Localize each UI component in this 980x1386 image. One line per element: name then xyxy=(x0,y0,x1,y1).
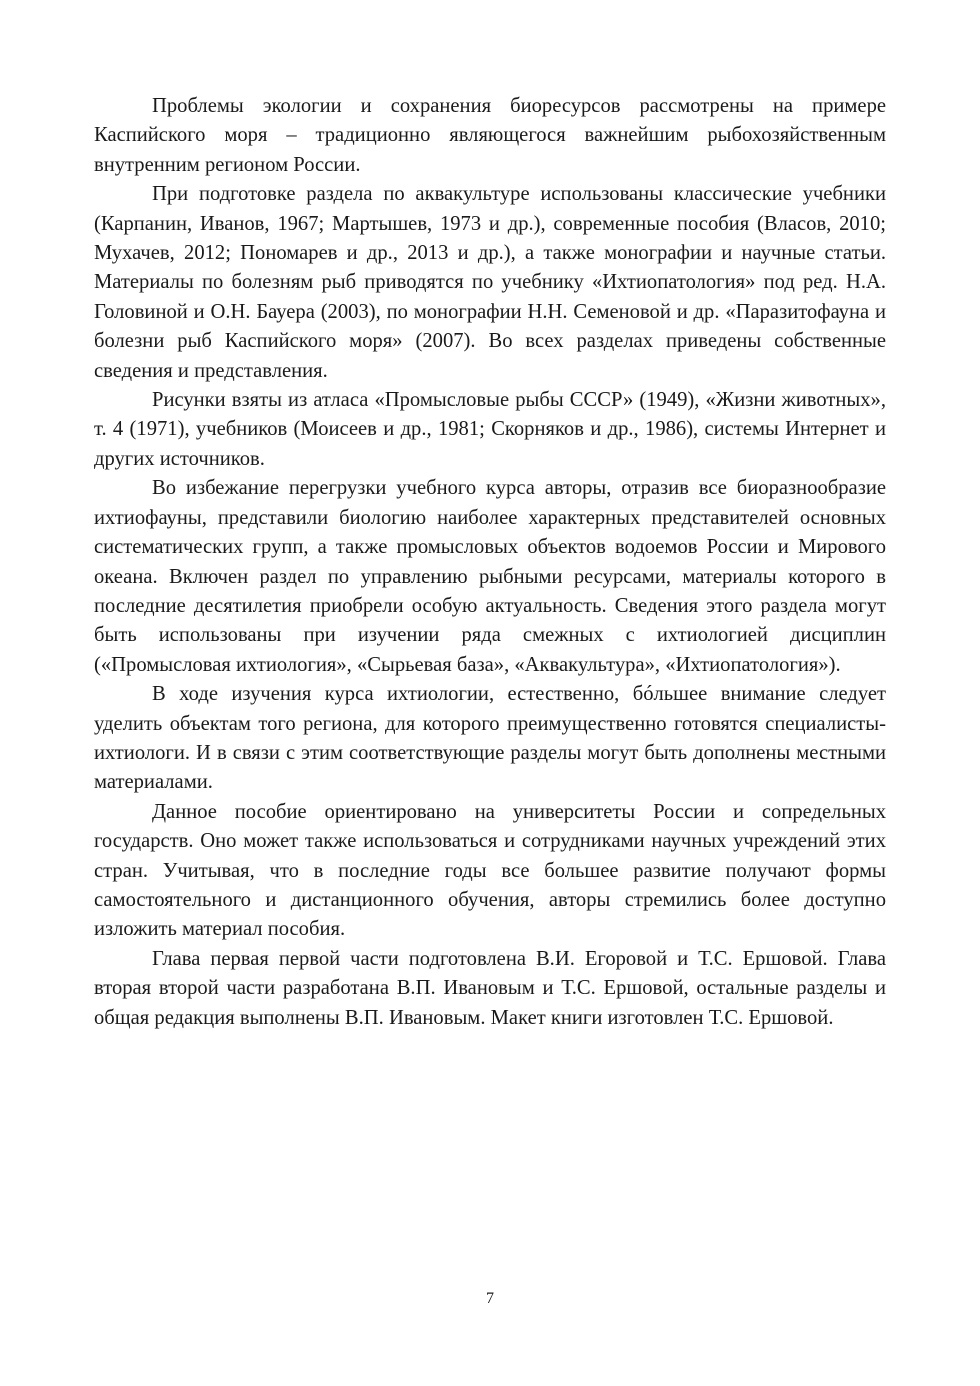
paragraph-authorship: Глава первая первой части подготовлена В.И. Егоровой и Т.С. Ершовой. Глава вторая второй части разработана В.П. Ивановым и Т.С. Ершовой, остальные разделы и общая редакция выполнены В.П. Ивановым. Макет книги изготовлен Т.С. Ершовой. xyxy=(94,947,886,1029)
paragraph-course-scope: Во избежание перегрузки учебного курса авторы, отразив все биоразнообразие ихтиофауны, представили биологию наиболее характерных представителей основных систематических групп, а также промысловых объектов водоемов России и Мирового океана. Включен раздел по управлению рыбными ресурсами, материалы которого в последние десятилетия приобрели особую актуальность. Сведения этого раздела могут быть использованы при изучении ряда смежных с ихтиологией дисциплин («Промысловая ихтиология», «Сырьевая база», «Аквакультура», «Ихтиопатология»). xyxy=(94,477,886,676)
body-text xyxy=(94,92,886,1033)
paragraph-aquaculture-sources: При подготовке раздела по аквакультуре использованы классические учебники (Карпанин, Иванов, 1967; Мартышев, 1973 и др.), современные пособия (Власов, 2010; Мухачев, 2012; Пономарев и др., 2013 и др.), а также монографии и научные статьи. Материалы по болезням рыб приводятся по учебнику «Ихтиопатология» под ред. Н.А. Головиной и О.Н. Бауера (2003), по монографии Н.Н. Семеновой и др. «Паразитофауна и болезни рыб Каспийского моря» (2007). Во всех разделах приведены собственные сведения и представления. xyxy=(94,183,886,382)
paragraph-audience: Данное пособие ориентировано на университеты России и сопредельных государств. Оно может также использоваться и сотрудниками научных учреждений этих стран. Учитывая, что в последние годы все большее развитие получают формы самостоятельного и дистанционного обучения, авторы стремились более доступно изложить материал пособия. xyxy=(94,800,886,941)
paragraph-regional-focus: В ходе изучения курса ихтиологии, естественно, бóльшее внимание следует уделить объектам того региона, для которого преимущественно готовятся специалисты-ихтиологи. И в связи с этим соответствующие разделы могут быть дополнены местными материалами. xyxy=(94,683,886,794)
page-number: 7 xyxy=(486,1290,494,1307)
paragraph-ecology: Проблемы экологии и сохранения биоресурсов рассмотрены на примере Каспийского моря – традиционно являющегося важнейшим рыбохозяйственным внутренним регионом России. xyxy=(94,95,886,176)
paragraph-figures-sources: Рисунки взяты из атласа «Промысловые рыбы СССР» (1949), «Жизни животных», т. 4 (1971), учебников (Моисеев и др., 1981; Скорняков и др., 1986), системы Интернет и других источников. xyxy=(94,389,886,470)
